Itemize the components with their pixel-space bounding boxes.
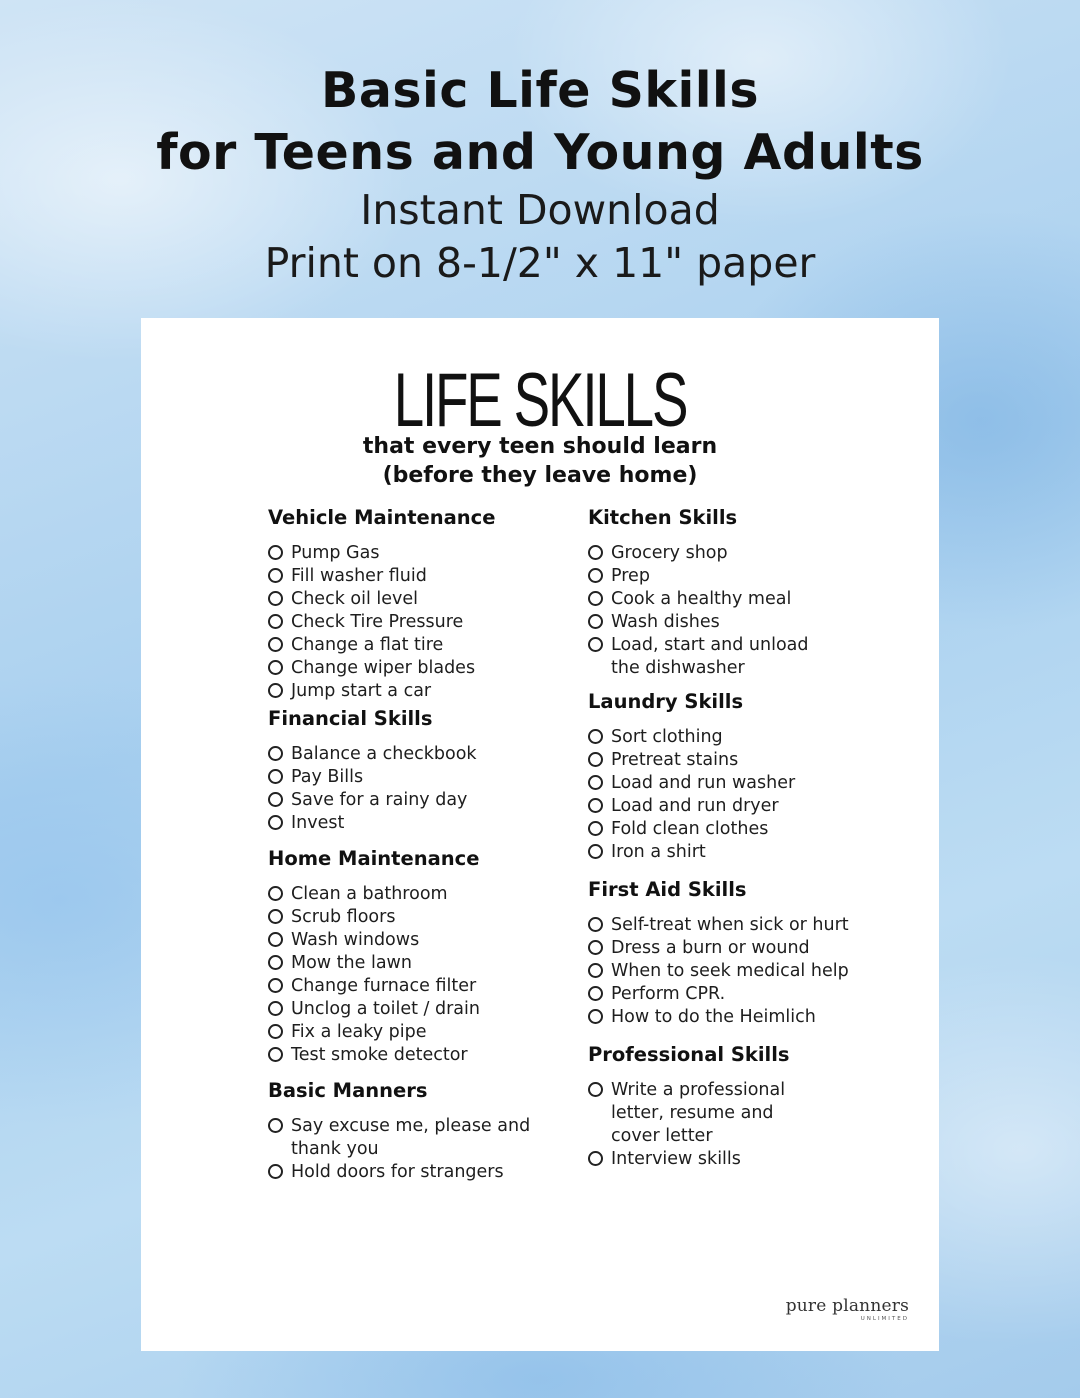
checklist-item-label: Mow the lawn: [291, 953, 412, 973]
checklist-item-label: Wash dishes: [611, 612, 720, 632]
listing-header: [0, 60, 1080, 290]
checkbox-circle-icon[interactable]: [268, 683, 283, 698]
checkbox-circle-icon[interactable]: [268, 568, 283, 583]
checklist-item-label: Test smoke detector: [291, 1045, 468, 1065]
checklist: [588, 726, 908, 864]
checklist-item-label: How to do the Heimlich: [611, 1007, 816, 1027]
checkbox-circle-icon[interactable]: [268, 746, 283, 761]
checklist-item: [588, 542, 908, 565]
checkbox-circle-icon[interactable]: [588, 775, 603, 790]
checkbox-circle-icon[interactable]: [268, 1118, 283, 1133]
section-title: Basic Manners: [268, 1079, 428, 1102]
checklist-item-label: Jump start a car: [291, 681, 432, 701]
checklist: [268, 883, 568, 1067]
checklist: [588, 542, 908, 680]
section-kitchen-skills: [588, 504, 908, 680]
section-professional-skills: [588, 1041, 908, 1171]
checkbox-circle-icon[interactable]: [588, 986, 603, 1001]
checkbox-circle-icon[interactable]: [268, 886, 283, 901]
section-title: Vehicle Maintenance: [268, 506, 496, 529]
checkbox-circle-icon[interactable]: [268, 614, 283, 629]
section-title: First Aid Skills: [588, 878, 747, 901]
checklist-item-label: Fold clean clothes: [611, 819, 769, 839]
checklist-item-label: Say excuse me, please and thank you: [291, 1116, 531, 1159]
checklist-item-label: Load and run washer: [611, 773, 796, 793]
checkbox-circle-icon[interactable]: [588, 637, 603, 652]
checklist-item: [268, 1021, 568, 1044]
section-title: Professional Skills: [588, 1043, 790, 1066]
checklist: [268, 743, 568, 835]
checklist-item: [268, 906, 568, 929]
section-financial-skills: [268, 705, 568, 835]
checklist-item: [588, 937, 908, 960]
checklist-item: [588, 1006, 908, 1029]
checklist-item: [268, 611, 568, 634]
checklist-item: [588, 841, 908, 864]
checkbox-circle-icon[interactable]: [588, 752, 603, 767]
checklist-item: [268, 588, 568, 611]
section-title: Kitchen Skills: [588, 506, 738, 529]
checkbox-circle-icon[interactable]: [588, 940, 603, 955]
checkbox-circle-icon[interactable]: [268, 932, 283, 947]
section-home-maintenance: [268, 845, 568, 1067]
sheet-subtitle: [141, 432, 939, 490]
checklist-item-label: Hold doors for strangers: [291, 1162, 504, 1182]
checklist-item: [268, 565, 568, 588]
checklist-item: [268, 929, 568, 952]
checkbox-circle-icon[interactable]: [268, 660, 283, 675]
checklist-item: [588, 634, 908, 680]
checkbox-circle-icon[interactable]: [268, 1024, 283, 1039]
brand-logo-name: pure planners: [785, 1296, 909, 1316]
printable-sheet: [141, 318, 939, 1351]
sheet-subtitle-line-2: (before they leave home): [382, 463, 698, 488]
checklist-item: [588, 960, 908, 983]
checklist-item-label: Load and run dryer: [611, 796, 779, 816]
checklist-item-label: Perform CPR.: [611, 984, 726, 1004]
checklist: [588, 1079, 908, 1171]
section-title: Laundry Skills: [588, 690, 744, 713]
checklist-item-label: Change furnace filter: [291, 976, 477, 996]
checkbox-circle-icon[interactable]: [268, 545, 283, 560]
checklist-item: [268, 634, 568, 657]
checklist-item: [588, 611, 908, 634]
brand-logo-tagline: UNLIMITED: [860, 1316, 909, 1322]
checkbox-circle-icon[interactable]: [588, 963, 603, 978]
section-title: Home Maintenance: [268, 847, 480, 870]
checklist-item: [268, 883, 568, 906]
checklist-item: [268, 766, 568, 789]
section-first-aid-skills: [588, 876, 908, 1029]
checklist-item: [588, 565, 908, 588]
checkbox-circle-icon[interactable]: [588, 729, 603, 744]
checklist-item-label: Cook a healthy meal: [611, 589, 792, 609]
checklist-item-label: Load, start and unload the dishwasher: [611, 635, 809, 678]
checkbox-circle-icon[interactable]: [268, 769, 283, 784]
checkbox-circle-icon[interactable]: [588, 1082, 603, 1097]
checklist-item-label: Prep: [611, 566, 650, 586]
checklist: [588, 914, 908, 1029]
sheet-title: LIFE SKILLS: [393, 358, 687, 443]
checklist-item-label: Iron a shirt: [611, 842, 706, 862]
checklist-item-label: Scrub floors: [291, 907, 396, 927]
checklist-item: [588, 749, 908, 772]
checklist-item-label: Check oil level: [291, 589, 419, 609]
header-title-line-2: for Teens and Young Adults: [156, 124, 924, 181]
checkbox-circle-icon[interactable]: [268, 1047, 283, 1062]
checklist-item-label: Unclog a toilet / drain: [291, 999, 480, 1019]
checklist-item-label: Fill washer fluid: [291, 566, 427, 586]
checklist-item: [588, 914, 908, 937]
checklist-item-label: Save for a rainy day: [291, 790, 468, 810]
checklist-item: [268, 1115, 568, 1161]
checklist-item: [268, 743, 568, 766]
checklist: [268, 542, 568, 703]
checklist-item: [588, 1079, 908, 1148]
left-column: [268, 504, 568, 1184]
right-column: [588, 504, 908, 1171]
section-laundry-skills: [588, 688, 908, 864]
checklist-item-label: Change wiper blades: [291, 658, 476, 678]
checklist-item: [588, 1148, 908, 1171]
checkbox-circle-icon[interactable]: [588, 821, 603, 836]
checkbox-circle-icon[interactable]: [268, 1164, 283, 1179]
checklist-item: [268, 975, 568, 998]
checklist-item: [268, 542, 568, 565]
checklist-item-label: When to seek medical help: [611, 961, 849, 981]
checklist-item: [588, 726, 908, 749]
checklist-item: [588, 772, 908, 795]
brand-logo: [786, 1297, 909, 1323]
section-vehicle-maintenance: [268, 504, 568, 703]
checklist-item-label: Interview skills: [611, 1149, 741, 1169]
checklist-item: [268, 1044, 568, 1067]
checkbox-circle-icon[interactable]: [268, 909, 283, 924]
checklist-item: [268, 952, 568, 975]
checklist-item-label: Fix a leaky pipe: [291, 1022, 427, 1042]
header-subtitle-line-1: Instant Download: [360, 186, 720, 234]
checklist-item-label: Pump Gas: [291, 543, 380, 563]
checklist-item-label: Check Tire Pressure: [291, 612, 464, 632]
checkbox-circle-icon[interactable]: [588, 545, 603, 560]
checklist-item-label: Invest: [291, 813, 345, 833]
checkbox-circle-icon[interactable]: [588, 591, 603, 606]
checklist-item: [588, 983, 908, 1006]
checklist: [268, 1115, 568, 1184]
checklist-item: [588, 588, 908, 611]
checklist-item-label: Pretreat stains: [611, 750, 739, 770]
checklist-item-label: Wash windows: [291, 930, 420, 950]
header-subtitle-line-2: Print on 8-1/2" x 11" paper: [264, 239, 816, 287]
checklist-item-label: Change a flat tire: [291, 635, 444, 655]
checkbox-circle-icon[interactable]: [588, 844, 603, 859]
header-title-line-1: Basic Life Skills: [320, 62, 760, 119]
checklist-item-label: Sort clothing: [611, 727, 723, 747]
checklist-item-label: Clean a bathroom: [291, 884, 448, 904]
checkbox-circle-icon[interactable]: [588, 798, 603, 813]
checkbox-circle-icon[interactable]: [588, 917, 603, 932]
checklist-item-label: Dress a burn or wound: [611, 938, 810, 958]
checkbox-circle-icon[interactable]: [268, 815, 283, 830]
checklist-item: [268, 680, 568, 703]
checkbox-circle-icon[interactable]: [268, 955, 283, 970]
checkbox-circle-icon[interactable]: [268, 637, 283, 652]
checklist-item-label: Grocery shop: [611, 543, 728, 563]
checkbox-circle-icon[interactable]: [588, 1151, 603, 1166]
checklist-item: [268, 1161, 568, 1184]
checkbox-circle-icon[interactable]: [268, 1001, 283, 1016]
checklist-item: [588, 795, 908, 818]
checklist-item: [268, 657, 568, 680]
checklist-item: [268, 789, 568, 812]
checkbox-circle-icon[interactable]: [588, 1009, 603, 1024]
checkbox-circle-icon[interactable]: [268, 978, 283, 993]
checklist-item-label: Self-treat when sick or hurt: [611, 915, 849, 935]
checklist-item: [268, 812, 568, 835]
checkbox-circle-icon[interactable]: [268, 591, 283, 606]
checklist-item: [268, 998, 568, 1021]
section-basic-manners: [268, 1077, 568, 1184]
checklist-item-label: Balance a checkbook: [291, 744, 477, 764]
checkbox-circle-icon[interactable]: [588, 568, 603, 583]
checkbox-circle-icon[interactable]: [588, 614, 603, 629]
checklist-item-label: Write a professional letter, resume and cover letter: [611, 1080, 786, 1146]
checkbox-circle-icon[interactable]: [268, 792, 283, 807]
sheet-subtitle-line-1: that every teen should learn: [362, 434, 718, 459]
checklist-item: [588, 818, 908, 841]
section-title: Financial Skills: [268, 707, 433, 730]
checklist-item-label: Pay Bills: [291, 767, 364, 787]
